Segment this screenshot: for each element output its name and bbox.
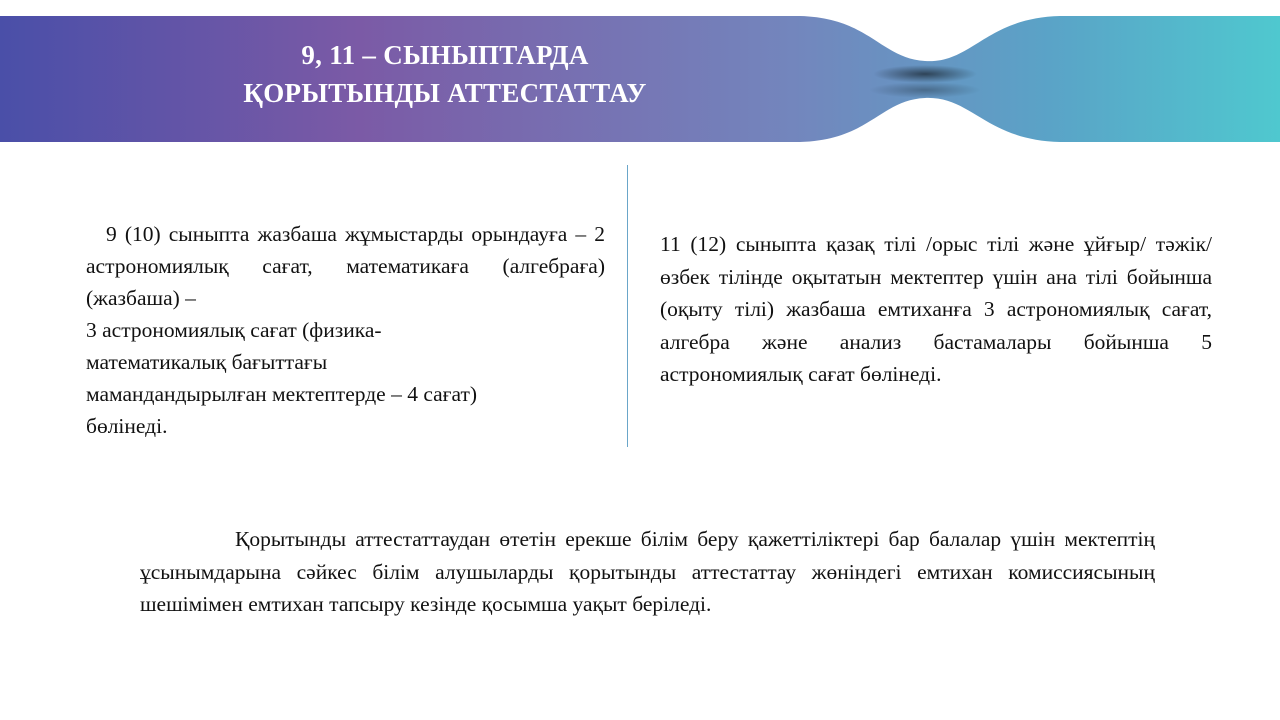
left-paragraph-2: 3 астрономиялық сағат (физика- bbox=[86, 318, 382, 342]
left-column-text bbox=[86, 218, 605, 442]
right-column-text: 11 (12) сыныпта қазақ тілі /орыс тілі және ұйғыр/ тәжік/ өзбек тілінде оқытатын мектептер үшін ана тілі бойынша (оқыту тілі) жазбаша емтиханға 3 астрономиялық сағат, алгебра және анализ бастамалары бойынша 5 астрономиялық сағат бөлінеді. bbox=[660, 232, 1212, 386]
left-paragraph-3: математикалық бағыттағы bbox=[86, 350, 328, 374]
title-line-2: ҚОРЫТЫНДЫ АТТЕСТАТТАУ bbox=[243, 78, 647, 108]
column-divider bbox=[627, 165, 628, 447]
left-paragraph-4: мамандандырылған мектептерде – 4 сағат) bbox=[86, 382, 478, 406]
bottom-note-text: Қорытынды аттестаттаудан өтетін ерекше білім беру қажеттіліктері бар балалар үшін мектептің ұсынымдарына сәйкес білім алушыларды қорытынды аттестаттау жөніндегі емтихан комиссиясының шешімімен емтихан тапсыру кезінде қосымша уақыт беріледі. bbox=[140, 527, 1155, 616]
slide-title bbox=[150, 36, 740, 112]
bottom-note bbox=[140, 523, 1155, 621]
left-paragraph-5: бөлінеді. bbox=[86, 414, 168, 438]
left-paragraph-1: 9 (10) сыныпта жазбаша жұмыстарды орындауға – 2 астрономиялық сағат, математикаға (алгебраға) (жазбаша) – bbox=[86, 222, 605, 310]
title-line-1: 9, 11 – СЫНЫПТАРДА bbox=[301, 40, 589, 70]
title-banner bbox=[0, 16, 1280, 142]
